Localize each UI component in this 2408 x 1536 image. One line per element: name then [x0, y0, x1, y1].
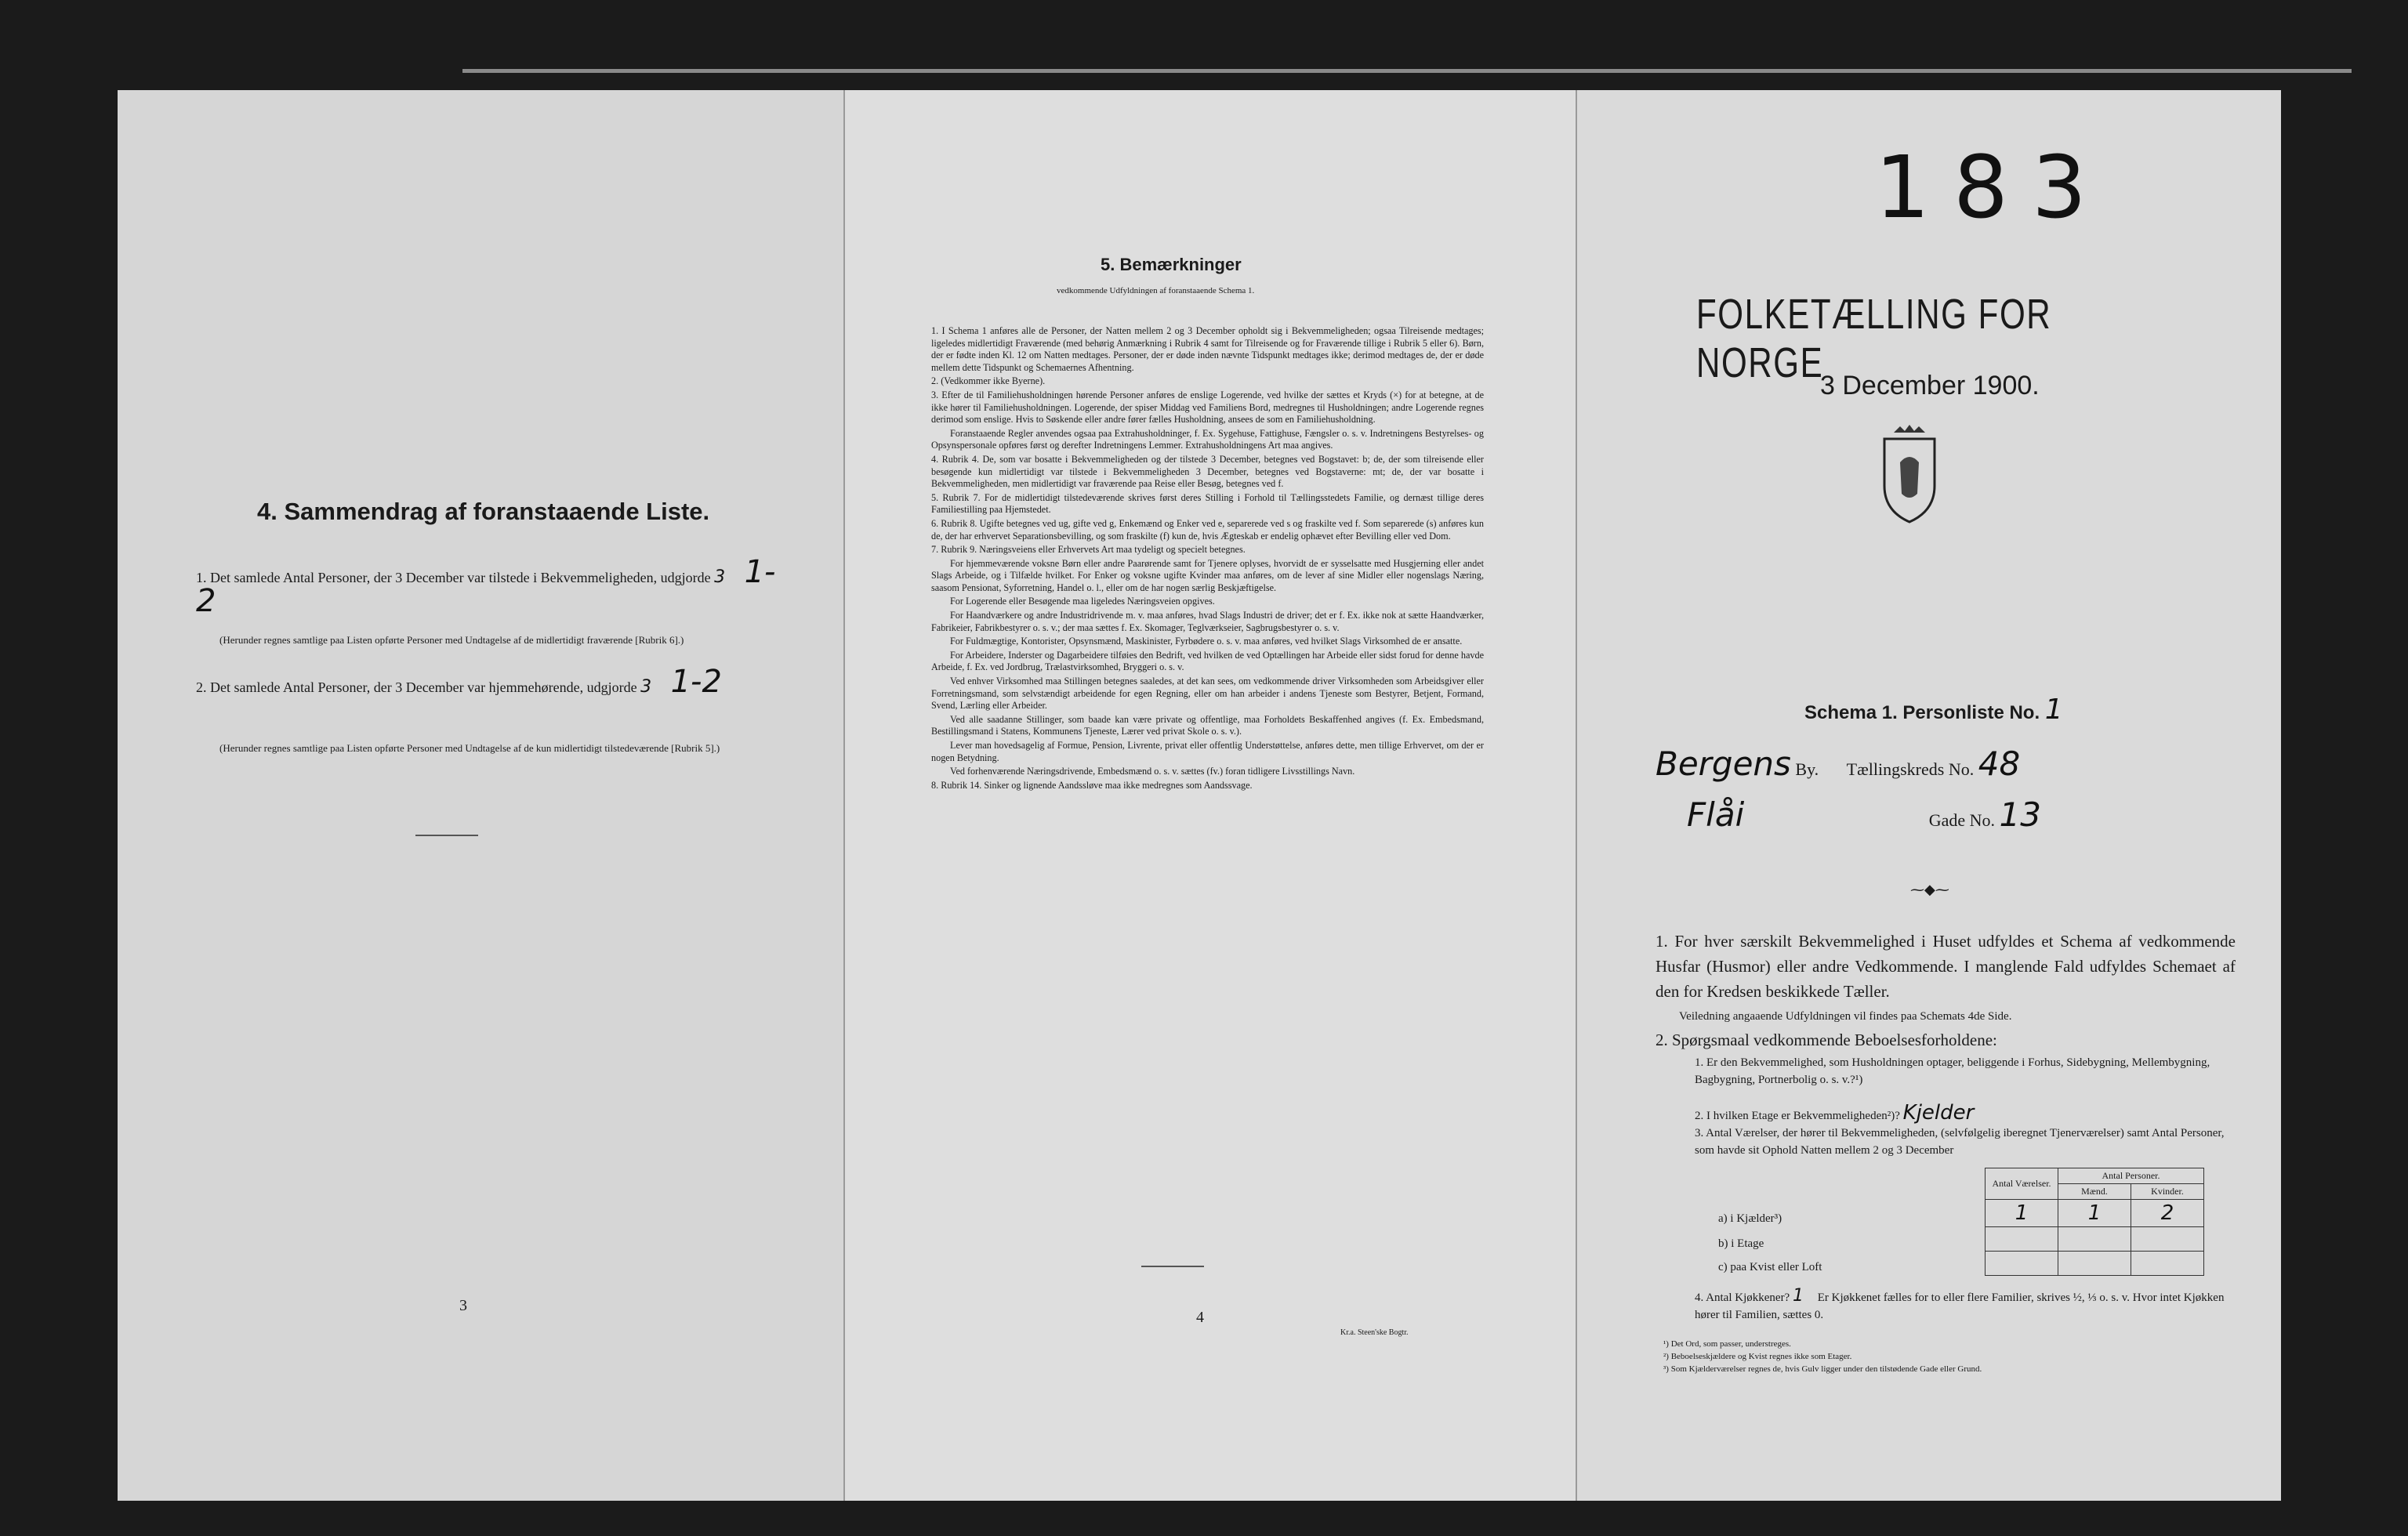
question-2: [1695, 1101, 1974, 1125]
remark-4: 4. Rubrik 4. De, som var bosatte i Bekvemmeligheden og der tilstede 3 December, betegnes ved Bogstavet: b; de, der som tilreisende eller besøgende kun midlertidigt var tilstede i Bekvemmeligheden 3 December, betegnes ved Bogstaverne: mt; de, der var bosatte i Bekvemmeligheden, men midlertidigt var fraværende paa Reise eller Besøg, betegnes ved f.: [931, 453, 1484, 490]
col-men: Mænd.: [2058, 1184, 2131, 1200]
footnote-2: ²) Beboelseskjældere og Kvist regnes ikke som Etager.: [1663, 1352, 1852, 1361]
summary-item-1-text: 1. Det samlede Antal Personer, der 3 December var tilstede i Bekvemmeligheden, udgjorde: [196, 570, 711, 585]
page-left: [118, 90, 843, 1501]
street-handwritten: Flåi: [1687, 795, 1745, 834]
question-2-answer: Kjelder: [1902, 1101, 1975, 1125]
section-5-subtitle: vedkommende Udfyldningen af foranstaaende Schema 1.: [1057, 286, 1255, 295]
summary-item-2-handwritten: 1-2: [670, 664, 722, 700]
krets-label: Tællingskreds No.: [1846, 759, 1975, 779]
question-4-text: 4. Antal Kjøkkener?: [1695, 1291, 1790, 1304]
col-rooms: Antal Værelser.: [1986, 1168, 2058, 1200]
remark-7-i: Ved forhenværende Næringsdrivende, Embedsmænd o. s. v. sættes (fv.) foran tidligere Livsstillings Navn.: [950, 766, 1355, 777]
question-4: [1695, 1288, 2236, 1324]
krets-number: 48: [1978, 744, 2021, 783]
footnote-1: ¹) Det Ord, som passer, understreges.: [1663, 1339, 1791, 1349]
table-cell: [1986, 1252, 2058, 1276]
instruction-1: 1. For hver særskilt Bekvemmelighed i Huset udfyldes et Schema af vedkommende Husfar (Husmor) eller andre Vedkommende. I manglende Fald udfyldes Schemaet af den for Kredsen beskikkede Tæller.: [1656, 932, 2236, 1001]
footnotes: [1663, 1338, 2236, 1375]
summary-item-2-value: 3: [640, 677, 652, 697]
remark-7-f: Ved enhver Virksomhed maa Stillingen betegnes saaledes, at det kan sees, om vedkommende driver Virksomheden som Arbeidsgiver eller Forretningsmand, som selvstændigt arbeidende for egen Regning, eller om han arbeider i andens Tjeneste som Bestyrer, Betjent, Formand, Svend, Lærling eller Arbeider.: [931, 676, 1484, 712]
row-label-b: b) i Etage: [1718, 1237, 1764, 1250]
top-edge-line: [462, 69, 2352, 73]
schema-line: [1804, 694, 2063, 726]
footnote-3: ³) Som Kjælderværelser regnes de, hvis Gulv ligger under den tilstødende Gade eller Grund.: [1663, 1364, 1982, 1374]
table-row: [1986, 1227, 2204, 1252]
page-number: 3: [459, 1297, 467, 1314]
section-5-title: 5. Bemærkninger: [1101, 255, 1242, 274]
page-middle: [843, 90, 1576, 1501]
summary-item-2-note: (Herunder regnes samtlige paa Listen opførte Personer med Undtagelse af de kun midlertidigt tilstedeværende [Rubrik 5].): [219, 742, 720, 754]
summary-item-2: [196, 664, 792, 700]
table-cell: [2058, 1227, 2131, 1252]
remark-7-d: For Fuldmægtige, Kontorister, Opsynsmænd, Maskinister, Fyrbødere o. s. v. maa anføres, ved hvilket Slags Virksomhed de er ansatte.: [950, 636, 1463, 647]
table-cell: 1: [2058, 1200, 2131, 1227]
printer-imprint: Kr.a. Steen'ske Bogtr.: [1340, 1328, 1409, 1337]
gade-label: Gade No.: [1928, 810, 1996, 830]
remark-7-h: Lever man hovedsagelig af Formue, Pension, Livrente, privat eller offentlig Understøttelse, anføres dette, men tillige Erhvervet, om der er nogen Betydning.: [931, 740, 1484, 763]
instruction-1-note: Veiledning angaaende Udfyldningen vil findes paa Schemats 4de Side.: [1679, 1010, 2012, 1023]
remark-3-extra: Foranstaaende Regler anvendes ogsaa paa Extrahusholdninger, f. Ex. Sygehuse, Fattighuse, Fængsler o. s. v. Indretningens Bestyrelses- og Opsynspersonale opføres først og derefter Indretningens Lemmer. Extrahusholdningens Art maa angives.: [931, 427, 1484, 451]
question-4-note: Er Kjøkkenet fælles for to eller flere Familier, skrives ½, ⅓ o. s. v. Hvor intet Kjøkken hører til Familien, sættes 0.: [1695, 1291, 2225, 1321]
table-cell: [1986, 1227, 2058, 1252]
census-title: FOLKETÆLLING FOR NORGE: [1696, 291, 2052, 386]
row-label-c: c) paa Kvist eller Loft: [1718, 1261, 1822, 1273]
page-number: 4: [1196, 1309, 1204, 1326]
summary-item-1-handwritten: 1-2: [196, 554, 776, 619]
table-cell: 2: [2131, 1200, 2204, 1227]
summary-item-1-value: 3: [714, 567, 726, 587]
row-label-a: a) i Kjælder³): [1718, 1212, 1782, 1225]
table-row: [1986, 1252, 2204, 1276]
remark-7-b: For Logerende eller Besøgende maa ligeledes Næringsveien opgives.: [950, 596, 1215, 607]
city-handwritten: Bergens: [1656, 744, 1791, 783]
rooms-persons-table: [1985, 1168, 2204, 1276]
ornament: ⁓◆⁓: [1910, 882, 1949, 897]
divider: [1141, 1266, 1204, 1267]
table-cell: 1: [1986, 1200, 2058, 1227]
remark-5: 5. Rubrik 7. For de midlertidigt tilstedeværende skrives først deres Stilling i Forhold til Tællingsstedets Familie, og dernæst tillige deres Familiestilling paa Hjemstedet.: [931, 491, 1484, 516]
remark-3: 3. Efter de til Familiehusholdningen hørende Personer anføres de enslige Logerende, ved hvilke der sættes et Kryds (×) for at betegne, at de ikke hører til Familiehusholdningen. Logerende, der spiser Middag ved Familiens Bord, medregnes til Husholdningen; andre Logerende regnes derimod som enslige. Hvis to Søskende eller andre fører fælles Husholdning, ansees de som en Familiehusholdning.: [931, 389, 1484, 426]
coat-of-arms-icon: [1878, 423, 1941, 525]
remark-7-e: For Arbeidere, Inderster og Dagarbeidere tilføies den Bedrift, ved hvilken de ved Optællingen har Arbeide eller sidst forud for denne havde Arbeide, f. Ex. ved Jordbrug, Trælastvirksomhed, Bryggeri o. s. v.: [931, 649, 1484, 673]
remark-7: 7. Rubrik 9. Næringsveiens eller Erhvervets Art maa tydeligt og specielt betegnes.: [931, 544, 1246, 556]
city-line: [1656, 744, 2251, 783]
remark-8: 8. Rubrik 14. Sinker og lignende Aandssløve maa ikke medregnes som Aandssvage.: [931, 779, 1253, 791]
remark-7-c: For Haandværkere og andre Industridrivende m. v. maa anføres, hvad Slags Industri de driver; det er f. Ex. ikke nok at sætte Haandværker, Fabrikeier, Fabrikbestyrer o. s. v.; der maa sættes f. Ex. Skomager, Teglværkseier, Sagbrugsbestyrer o. s. v.: [931, 610, 1484, 633]
remark-1: 1. I Schema 1 anføres alle de Personer, der Natten mellem 2 og 3 December opholdt sig i Bekvemmeligheden; ogsaa Tilreisende medtages; ligeledes midlertidigt Fraværende (med behørig Anmærkning i Rubrik 4 samt for Tilreisende og for Fraværende tillige i Rubrik 5 eller 6). Børn, der er fødte inden Kl. 12 om Natten medtages. Personer, der er døde inden nævnte Tidspunkt medtages ikke; derimod medtages de, der er døde mellem dette Tidspunkt og Schemaernes Afhentning.: [931, 325, 1484, 373]
question-2-text: 2. I hvilken Etage er Bekvemmeligheden²)?: [1695, 1110, 1900, 1122]
col-persons: Antal Personer.: [2058, 1168, 2204, 1184]
remark-6: 6. Rubrik 8. Ugifte betegnes ved ug, gifte ved g, Enkemænd og Enker ved e, separerede ved s og fraskilte ved f. Som separerede (s) anføres kun de, der har erhvervet Separationsbevilling, og som fraskilte (f) kun de, hvis Ægteskab er endelig ophævet efter Bevilling eller ved Dom.: [931, 517, 1484, 542]
handwritten-page-number: 183: [1875, 137, 2110, 237]
table-cell: [2131, 1252, 2204, 1276]
table-cell: [2131, 1227, 2204, 1252]
section-4-title: 4. Sammendrag af foranstaaende Liste.: [257, 498, 710, 525]
schema-label: Schema 1. Personliste No.: [1804, 702, 2040, 723]
remark-7-g: Ved alle saadanne Stillinger, som baade kan være private og offentlige, maa Forholdets Beskaffenhed angives (f. Ex. Embedsmand, Bestillingsmand i Statens, Kommunens Tjeneste, Lærer ved privat Skole o. s. v.).: [931, 713, 1484, 737]
summary-item-1: [196, 554, 792, 619]
question-1: 1. Er den Bekvemmelighed, som Husholdningen optager, beliggende i Forhus, Sidebygning, Mellembygning, Bagbygning, Portnerbolig o. s. v.?¹): [1695, 1056, 2210, 1086]
street-line: [1687, 795, 2251, 834]
city-label: By.: [1795, 759, 1819, 779]
remarks-list: [931, 325, 1484, 793]
census-date: 3 December 1900.: [1820, 371, 2040, 400]
remark-7-a: For hjemmeværende voksne Børn eller andre Paarørende samt for Tjenere oplyses, hvorvidt de er sysselsatte med Husgjerning eller andet Slags Arbeide, og i Tilfælde hvilket. For Enker og voksne ugifte Kvinder maa anføres, om de lever af sine Midler eller nogenslags Næring, saasom Pensionat, Syforretning, Handel o. l., eller om de har nogen særlig Beskjæftigelse.: [931, 557, 1484, 593]
col-women: Kvinder.: [2131, 1184, 2204, 1200]
instruction-2: 2. Spørgsmaal vedkommende Beboelsesforholdene:: [1656, 1031, 1997, 1049]
divider: [415, 835, 478, 836]
table-row: [1986, 1200, 2204, 1227]
gade-number: 13: [1999, 795, 2041, 834]
remark-2: 2. (Vedkommer ikke Byerne).: [931, 375, 1046, 387]
question-3: 3. Antal Værelser, der hører til Bekvemmeligheden, (selvfølgelig iberegnet Tjenerværelser) samt Antal Personer, som havde sit Ophold Natten mellem 2 og 3 December: [1695, 1127, 2225, 1157]
summary-item-2-text: 2. Det samlede Antal Personer, der 3 December var hjemmehørende, udgjorde: [196, 679, 637, 695]
schema-number: 1: [2044, 694, 2063, 726]
page-right: [1576, 90, 2281, 1501]
question-4-answer: 1: [1792, 1286, 1804, 1306]
summary-item-1-note: (Herunder regnes samtlige paa Listen opførte Personer med Undtagelse af de midlertidigt fraværende [Rubrik 6].): [219, 634, 684, 646]
table-cell: [2058, 1252, 2131, 1276]
